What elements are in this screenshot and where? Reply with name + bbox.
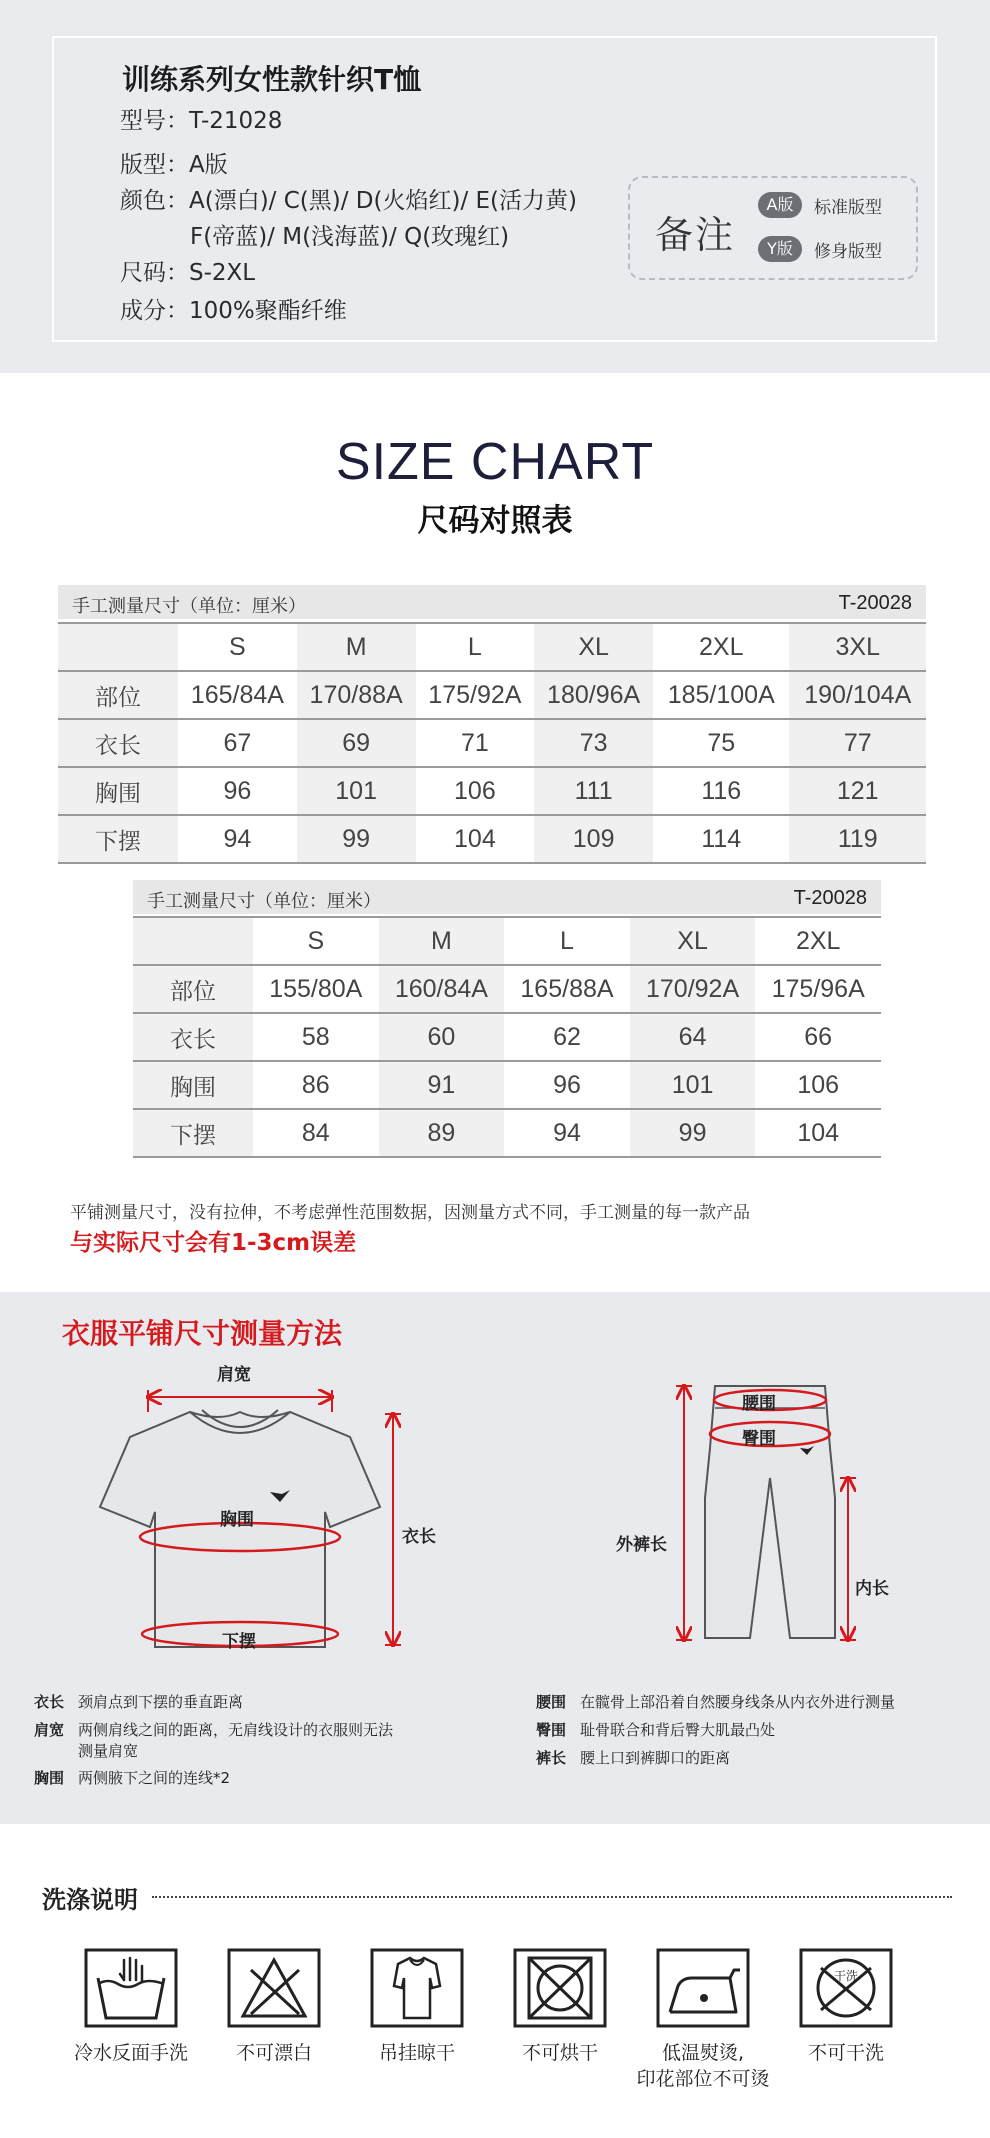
care-label: 吊挂晾干 [378, 2042, 455, 2064]
no-bleach-icon [227, 1948, 321, 2028]
table-cell: 180/96A [534, 671, 653, 719]
table-cell: 66 [755, 1013, 881, 1061]
product-title: 训练系列女性款针织T恤 [122, 63, 422, 96]
pants-definition: 腰围 在髋骨上部沿着自然腰身线条从内衣外进行测量 [536, 1693, 896, 1711]
care-item [56, 1948, 206, 2066]
fit-badge: A版 [758, 192, 802, 218]
info-value: T-21028 [189, 108, 283, 134]
table-row [58, 815, 926, 863]
table-cell: 75 [653, 719, 789, 767]
table-code: T-20028 [838, 592, 912, 614]
table-cell: 3XL [789, 623, 926, 671]
table-cell: 73 [534, 719, 653, 767]
table-cell: 111 [534, 767, 653, 815]
svg-text:干洗: 干洗 [833, 1969, 859, 1983]
table-cell: 175/96A [755, 965, 881, 1013]
info-row-size [120, 254, 255, 287]
line-dry-icon [370, 1948, 464, 2028]
table-cell: 94 [178, 815, 297, 863]
info-value: A版 [189, 152, 228, 178]
table-row [58, 719, 926, 767]
hem-label: 下摆 [222, 1632, 256, 1652]
care-label: 不可烘干 [521, 2042, 598, 2064]
info-value: A(漂白)/ C(黑)/ D(火焰红)/ E(活力黄) [189, 188, 578, 214]
table-cell: S [253, 917, 379, 965]
table-cell: M [297, 623, 416, 671]
table-cell: 64 [630, 1013, 756, 1061]
care-label: 冷水反面手洗 [73, 2042, 188, 2064]
table-header-row [58, 623, 926, 671]
product-info-section [0, 0, 990, 373]
care-label: 不可漂白 [235, 2042, 312, 2064]
size-table-2 [133, 916, 881, 1158]
table-cell: 77 [789, 719, 926, 767]
table-cell: 91 [379, 1061, 505, 1109]
table-cell: M [379, 917, 505, 965]
remark-title: 备注 [655, 213, 736, 257]
pants-definition: 臀围 耻骨联合和背后臀大肌最凸处 [536, 1721, 776, 1739]
table-cell: 170/92A [630, 965, 756, 1013]
info-row-color [120, 182, 577, 215]
info-row-fit [120, 146, 228, 179]
table-cell: 69 [297, 719, 416, 767]
remark-item [758, 190, 882, 220]
table-cell: 190/104A [789, 671, 926, 719]
care-label: 不可干洗 [807, 2042, 884, 2064]
table-cell: 99 [630, 1109, 756, 1157]
table-cell: 2XL [653, 623, 789, 671]
care-item [199, 1948, 349, 2066]
table-caption-bar [58, 585, 926, 619]
length-label: 衣长 [402, 1527, 436, 1547]
table-cell: 106 [416, 767, 535, 815]
care-item [771, 1948, 921, 2066]
table-cell: 165/88A [504, 965, 630, 1013]
info-label: 尺码： [120, 260, 189, 286]
table-cell: 84 [253, 1109, 379, 1157]
info-label: 颜色： [120, 188, 189, 214]
table-cell: 121 [789, 767, 926, 815]
table-cell: S [178, 623, 297, 671]
shirt-definition: 测量肩宽 [78, 1742, 139, 1760]
table-header-row [133, 917, 881, 965]
care-divider [152, 1896, 952, 1898]
no-tumble-dry-icon [513, 1948, 607, 2028]
no-dry-clean-icon [799, 1948, 893, 2028]
outseam-label: 外裤长 [616, 1535, 667, 1555]
info-value: S-2XL [189, 260, 256, 286]
table-caption-bar [133, 880, 881, 914]
table-cell: 衣长 [58, 719, 178, 767]
table-cell: 101 [630, 1061, 756, 1109]
table-cell: 86 [253, 1061, 379, 1109]
table-cell: 衣长 [133, 1013, 253, 1061]
table-cell: 部位 [133, 965, 253, 1013]
error-warning: 与实际尺寸会有1-3cm误差 [70, 1230, 357, 1256]
table-row [58, 671, 926, 719]
fit-description: 修身版型 [814, 241, 882, 262]
measure-title: 衣服平铺尺寸测量方法 [62, 1317, 343, 1350]
remark-item [758, 234, 882, 264]
table-cell: 101 [297, 767, 416, 815]
care-item [485, 1948, 635, 2066]
table-cell [58, 623, 178, 671]
shoulder-label: 肩宽 [217, 1365, 251, 1385]
table-cell: 62 [504, 1013, 630, 1061]
table-cell: 160/84A [379, 965, 505, 1013]
info-value: 100%聚酯纤维 [189, 298, 347, 324]
care-label: 低温熨烫, 印花部位不可烫 [636, 2042, 770, 2090]
table-cell: 116 [653, 767, 789, 815]
measure-section [0, 1292, 990, 1824]
table-row [133, 1061, 881, 1109]
shirt-definition: 胸围 两侧腋下之间的连线*2 [34, 1769, 231, 1787]
table-cell: 下摆 [58, 815, 178, 863]
size-table-1 [58, 622, 926, 864]
info-value: F(帝蓝)/ M(浅海蓝)/ Q(玫瑰红) [190, 224, 510, 250]
table-cell: 96 [504, 1061, 630, 1109]
table-caption: 手工测量尺寸（单位：厘米） [72, 596, 306, 617]
table-cell: 94 [504, 1109, 630, 1157]
care-item [342, 1948, 492, 2066]
size-chart-title: SIZE CHART [335, 433, 655, 491]
fit-badge: Y版 [758, 236, 802, 262]
pants-diagram [660, 1378, 860, 1668]
inseam-label: 内长 [855, 1579, 889, 1599]
hip-label: 臀围 [742, 1429, 776, 1449]
table-row [133, 965, 881, 1013]
low-iron-icon [656, 1948, 750, 2028]
table-cell: 89 [379, 1109, 505, 1157]
table-caption: 手工测量尺寸（单位：厘米） [147, 891, 381, 912]
table-cell: L [504, 917, 630, 965]
table-cell: 67 [178, 719, 297, 767]
waist-label: 腰围 [742, 1394, 776, 1414]
info-row-color-cont [190, 218, 509, 251]
info-row-material [120, 292, 347, 325]
table-cell: 胸围 [58, 767, 178, 815]
table-cell: 96 [178, 767, 297, 815]
care-title: 洗涤说明 [42, 1886, 138, 1914]
measure-note: 平铺测量尺寸，没有拉伸，不考虑弹性范围数据，因测量方式不同，手工测量的每一款产品 [70, 1203, 750, 1223]
tshirt-diagram [90, 1362, 430, 1662]
table-cell: 155/80A [253, 965, 379, 1013]
table-cell: 170/88A [297, 671, 416, 719]
hand-wash-icon [84, 1948, 178, 2028]
table-cell: 58 [253, 1013, 379, 1061]
table-cell: XL [630, 917, 756, 965]
table-row [133, 1109, 881, 1157]
chest-label: 胸围 [220, 1510, 254, 1530]
pants-definition: 裤长 腰上口到裤脚口的距离 [536, 1749, 731, 1767]
table-cell: 胸围 [133, 1061, 253, 1109]
table-cell: XL [534, 623, 653, 671]
table-cell: 109 [534, 815, 653, 863]
info-label: 成分： [120, 298, 189, 324]
info-label: 版型： [120, 152, 189, 178]
table-cell: 119 [789, 815, 926, 863]
size-chart-subtitle: 尺码对照表 [417, 503, 573, 539]
table-cell: L [416, 623, 535, 671]
table-cell: 部位 [58, 671, 178, 719]
table-cell: 114 [653, 815, 789, 863]
table-cell: 99 [297, 815, 416, 863]
table-cell: 104 [755, 1109, 881, 1157]
shirt-definition: 肩宽 两侧肩线之间的距离，无肩线设计的衣服则无法 [34, 1721, 394, 1739]
table-cell: 106 [755, 1061, 881, 1109]
info-row-model [120, 102, 282, 135]
table-cell: 165/84A [178, 671, 297, 719]
info-label: 型号： [120, 108, 189, 134]
table-cell: 下摆 [133, 1109, 253, 1157]
care-item [628, 1948, 778, 2092]
shirt-definition: 衣长 颈肩点到下摆的垂直距离 [34, 1693, 244, 1711]
table-cell: 185/100A [653, 671, 789, 719]
remark-box [628, 176, 918, 280]
table-cell: 104 [416, 815, 535, 863]
table-row [133, 1013, 881, 1061]
table-cell [133, 917, 253, 965]
table-cell: 60 [379, 1013, 505, 1061]
table-cell: 71 [416, 719, 535, 767]
fit-description: 标准版型 [814, 197, 882, 218]
table-cell: 175/92A [416, 671, 535, 719]
table-code: T-20028 [793, 887, 867, 909]
table-row [58, 767, 926, 815]
table-cell: 2XL [755, 917, 881, 965]
